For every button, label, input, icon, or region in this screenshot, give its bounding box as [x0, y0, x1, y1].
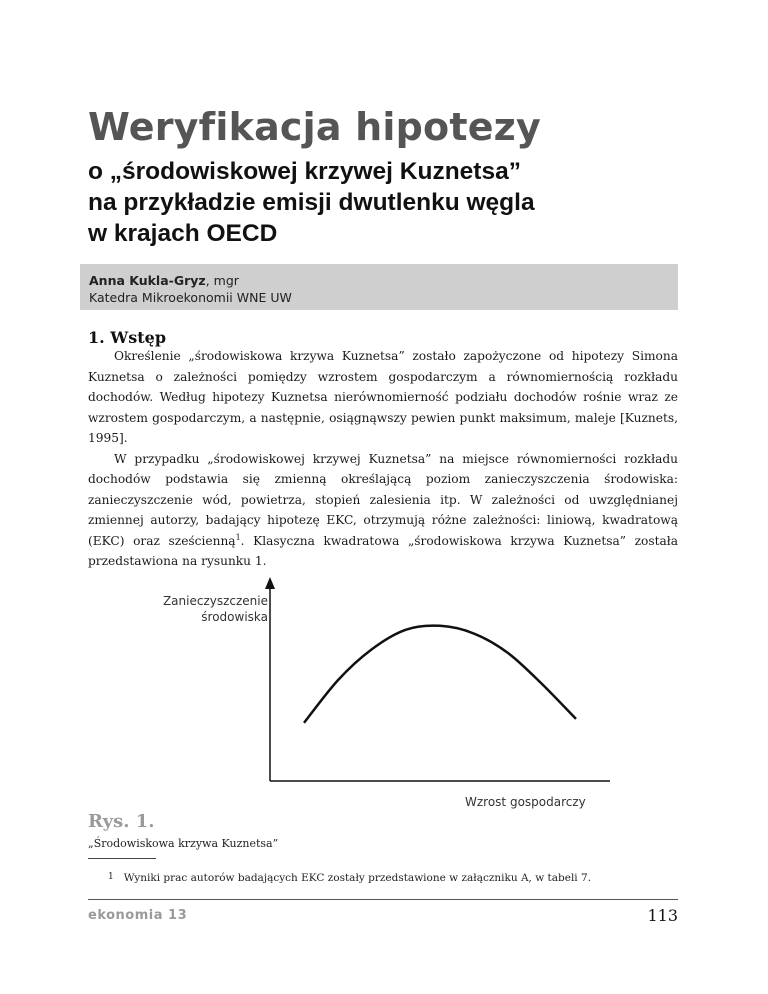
- figure-caption: „Środowiskowa krzywa Kuznetsa”: [88, 837, 279, 850]
- footnote-text: Wyniki prac autorów badających EKC zostały przedstawione w załączniku A, w tabeli 7.: [123, 872, 592, 884]
- paragraph-text: . Klasyczna kwadratowa „środowiskowa krzywa Kuznetsa” została przedstawiona na rysunku 1.: [88, 533, 678, 568]
- author-degree: , mgr: [205, 273, 239, 288]
- page-number: 113: [647, 906, 678, 925]
- y-axis-label-line: środowiska: [201, 610, 268, 624]
- y-axis-label-line: Zanieczyszczenie: [162, 594, 268, 608]
- x-axis-label: Wzrost gospodarczy: [465, 795, 586, 809]
- subtitle-line: w krajach OECD: [88, 220, 278, 247]
- kuznets-curve-line: [304, 626, 576, 723]
- author-name: Anna Kukla-Gryz: [89, 273, 206, 288]
- figure-kuznets-curve: [150, 575, 620, 815]
- y-axis-arrow-icon: [265, 577, 275, 589]
- footnote: [108, 872, 678, 884]
- paragraph: [88, 449, 678, 572]
- footnote-ref[interactable]: 1: [235, 532, 241, 542]
- article-subtitle: [88, 156, 688, 249]
- paragraph-text: W przypadku „środowiskowej krzywej Kuznetsa” na miejsce równomierności rozkładu dochodów podstawia się zmienną określającą poziom zanieczyszczenia środowiska: zanieczyszczenie wód, powietrza, stopień zalesienia itp. W zależności od uwzględnianej zmiennej autorzy, badający hipotezę EKC, otrzymują różne zależności: liniową, kwadratową (EKC) oraz sześcienną: [88, 451, 678, 548]
- author-box: [80, 264, 678, 310]
- y-axis-label: [150, 593, 268, 625]
- subtitle-line: o „środowiskowej krzywej Kuznetsa”: [88, 158, 521, 185]
- author-affiliation: Katedra Mikroekonomii WNE UW: [89, 290, 292, 305]
- author-line: [89, 272, 678, 289]
- subtitle-line: na przykładzie emisji dwutlenku węgla: [88, 189, 535, 216]
- paragraph: Określenie „środowiskowa krzywa Kuznetsa” zostało zapożyczone od hipotezy Simona Kuznetsa o zależności pomiędzy wzrostem gospodarczym a równomiernością rozkładu dochodów. Według hipotezy Kuznetsa nierównomierność podziału dochodów rośnie wraz ze wzrostem gospodarczym, a następnie, osiągnąwszy pewien punkt maksimum, maleje [Kuznets, 1995].: [88, 349, 678, 445]
- body-text: [88, 346, 678, 572]
- footer-divider: [88, 899, 678, 900]
- section-heading: 1. Wstęp: [88, 328, 167, 347]
- article-title: Weryfikacja hipotezy: [88, 105, 541, 149]
- figure-label: Rys. 1.: [88, 811, 155, 832]
- footnote-divider: [88, 858, 156, 859]
- footnote-number: 1: [108, 872, 114, 882]
- journal-name: ekonomia 13: [88, 908, 188, 923]
